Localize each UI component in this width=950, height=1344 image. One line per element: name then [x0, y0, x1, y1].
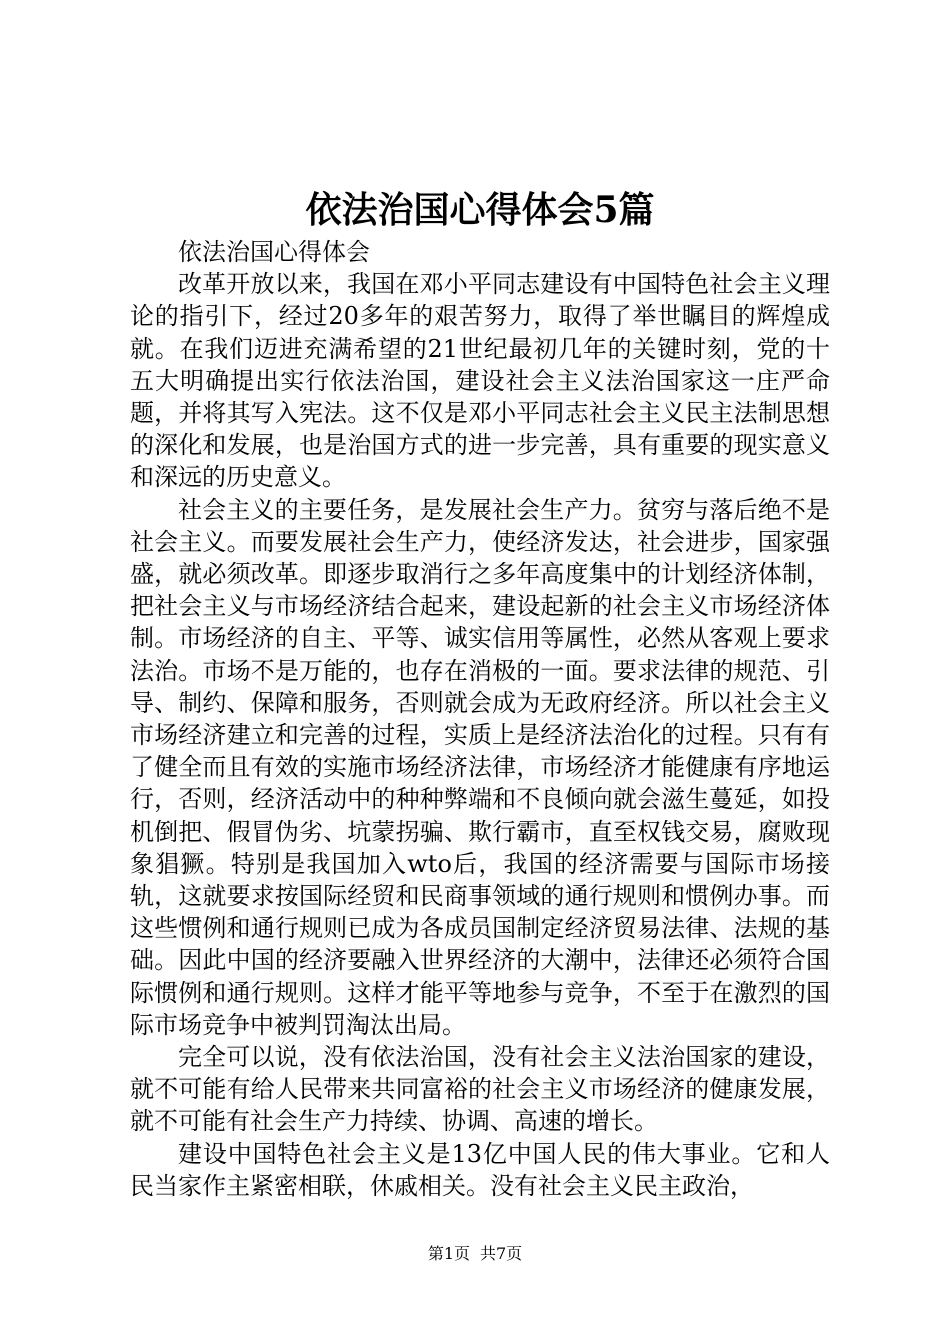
- paragraph: 改革开放以来，我国在邓小平同志建设有中国特色社会主义理论的指引下，经过20多年的艰苦努力，取得了举世瞩目的辉煌成就。在我们迈进充满希望的21世纪最初几年的关键时刻，党的十五大明确提出实行依法治国，建设社会主义法治国家这一庄严命题，并将其写入宪法。这不仅是邓小平同志社会主义民主法制思想的深化和发展，也是治国方式的进一步完善，具有重要的现实意义和深远的历史意义。: [130, 270, 830, 492]
- section-subtitle: 依法治国心得体会: [178, 238, 370, 266]
- paragraph: 建设中国特色社会主义是13亿中国人民的伟大事业。它和人民当家作主紧密相联，休戚相关。没有社会主义民主政治，: [130, 1139, 830, 1200]
- page-number-total: 共7页: [480, 1244, 523, 1263]
- page-number-current: 第1页: [427, 1244, 470, 1263]
- paragraph: 完全可以说，没有依法治国，没有社会主义法治国家的建设，就不可能有给人民带来共同富裕的社会主义市场经济的健康发展，就不可能有社会生产力持续、协调、高速的增长。: [130, 1043, 830, 1136]
- document-title: 依法治国心得体会5篇: [305, 189, 655, 231]
- page-footer: [0, 1244, 950, 1264]
- paragraph: 社会主义的主要任务，是发展社会生产力。贫穷与落后绝不是社会主义。而要发展社会生产力，使经济发达，社会进步，国家强盛，就必须改革。即逐步取消行之多年高度集中的计划经济体制，把社会主义与市场经济结合起来，建设起新的社会主义市场经济体制。市场经济的自主、平等、诚实信用等属性，必然从客观上要求法治。市场不是万能的，也存在消极的一面。要求法律的规范、引导、制约、保障和服务，否则就会成为无政府经济。所以社会主义市场经济建立和完善的过程，实质上是经济法治化的过程。只有有了健全而且有效的实施市场经济法律，市场经济才能健康有序地运行，否则，经济活动中的种种弊端和不良倾向就会滋生蔓延，如投机倒把、假冒伪劣、坑蒙拐骗、欺行霸市，直至权钱交易，腐败现象猖獗。特别是我国加入wto后，我国的经济需要与国际市场接轨，这就要求按国际经贸和民商事领域的通行规则和惯例办事。而这些惯例和通行规则已成为各成员国制定经济贸易法律、法规的基础。因此中国的经济要融入世界经济的大潮中，法律还必须符合国际惯例和通行规则。这样才能平等地参与竞争，不至于在激烈的国际市场竞争中被判罚淘汰出局。: [130, 495, 830, 1039]
- document-body: [130, 236, 830, 1202]
